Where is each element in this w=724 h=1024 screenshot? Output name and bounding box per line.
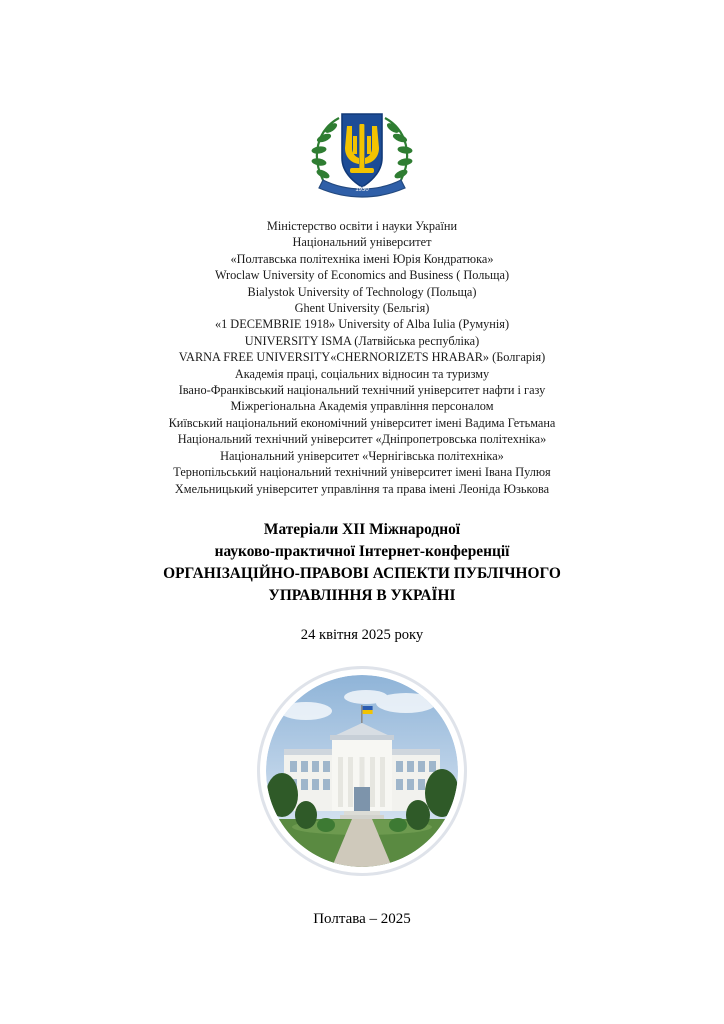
- organization-item: VARNA FREE UNIVERSITY«CHERNORIZETS HRABAR» (Болгарія): [178, 350, 546, 365]
- organization-item: Хмельницький університет управління та права імені Леоніда Юзькова: [174, 481, 550, 496]
- organization-item: «1 DECEMBRIE 1918» University of Alba Iulia (Румунія): [214, 317, 510, 332]
- trident-wreath-icon: [287, 96, 437, 208]
- organization-item: Національний університет: [292, 235, 432, 250]
- organizations-list: [0, 218, 724, 497]
- title-line-4: УПРАВЛІННЯ В УКРАЇНІ: [268, 586, 456, 604]
- title-line-3: ОРГАНІЗАЦІЙНО-ПРАВОВІ АСПЕКТИ ПУБЛІЧНОГО: [163, 564, 561, 582]
- university-emblem: [287, 96, 437, 208]
- building-photo: [257, 666, 467, 876]
- organization-item: Wroclaw University of Economics and Business ( Польща): [214, 268, 510, 283]
- svg-text:1930: 1930: [355, 187, 369, 193]
- page-title: [52, 519, 672, 607]
- organization-item: UNIVERSITY ISMA (Латвійська республіка): [244, 333, 480, 348]
- title-line-1: Матеріали XII Міжнародної: [263, 520, 461, 538]
- title-line-2: науково-практичної Інтернет-конференції: [214, 542, 510, 560]
- organization-item: Міністерство освіти і науки України: [266, 219, 458, 233]
- organization-item: Академія праці, соціальних відносин та туризму: [234, 366, 490, 381]
- organization-item: «Полтавська політехніка імені Юрія Кондратюка»: [230, 251, 494, 266]
- photo-inner: [266, 675, 458, 867]
- university-building-icon: [266, 675, 458, 867]
- organization-item: Національний університет «Чернігівська політехніка»: [220, 448, 504, 463]
- organization-item: Міжрегіональна Академія управління персоналом: [230, 399, 494, 414]
- organization-item: Ghent University (Бельгія): [294, 301, 430, 316]
- organization-item: Національний технічний університет «Дніпропетровська політехніка»: [177, 432, 547, 447]
- organization-item: Тернопільський національний технічний університет імені Івана Пулюя: [173, 465, 551, 480]
- conference-date: 24 квітня 2025 року: [300, 626, 424, 643]
- organization-item: Bialystok University of Technology (Польща): [247, 284, 477, 299]
- organization-item: Івано-Франківський національний технічний університет нафти і газу: [178, 383, 546, 398]
- organization-item: Київський національний економічний університет імені Вадима Гетьмана: [168, 415, 556, 430]
- footer-city-year: Полтава – 2025: [313, 911, 411, 927]
